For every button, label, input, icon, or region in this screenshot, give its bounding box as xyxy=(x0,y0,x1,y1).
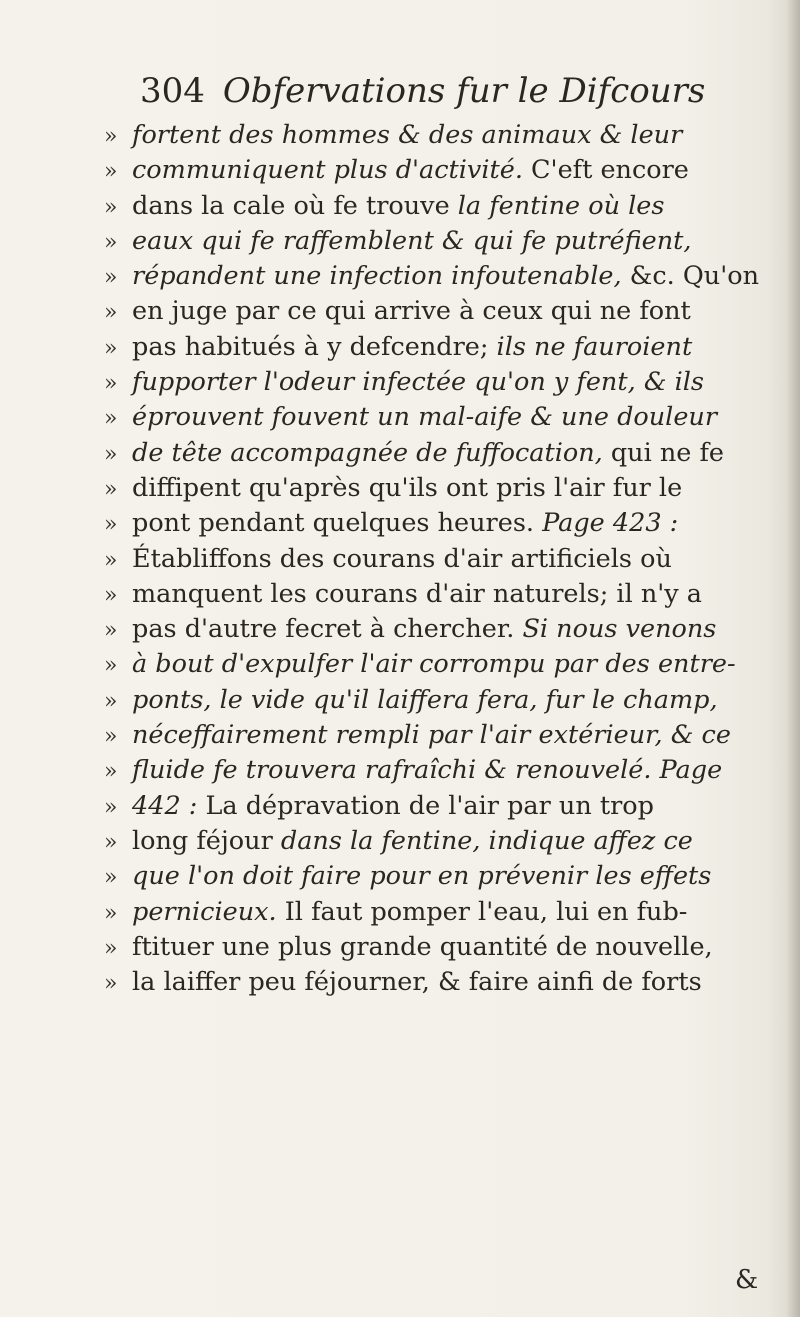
text-line xyxy=(104,895,784,930)
text-line xyxy=(104,612,784,647)
quotation-mark: » xyxy=(104,759,118,785)
italic-text: éprouvent fouvent un mal-aife & une douleur xyxy=(132,402,718,433)
quotation-mark: » xyxy=(104,618,118,644)
text-line xyxy=(104,718,784,753)
quotation-mark: » xyxy=(104,935,118,961)
italic-text: Page 423 : xyxy=(542,508,679,539)
quotation-mark: » xyxy=(104,829,118,855)
quotation-mark: » xyxy=(104,724,118,750)
roman-text: en juge par ce qui arrive à ceux qui ne font xyxy=(132,296,691,327)
quotation-mark: » xyxy=(104,512,118,538)
quotation-mark: » xyxy=(104,371,118,397)
text-line xyxy=(104,753,784,788)
catchword: & xyxy=(735,1265,759,1295)
quotation-mark: » xyxy=(104,900,118,926)
text-line xyxy=(104,330,784,365)
quotation-mark: » xyxy=(104,300,118,326)
roman-text: pas d'autre fecret à chercher. xyxy=(132,614,523,645)
text-line xyxy=(104,189,784,224)
text-line xyxy=(104,436,784,471)
quotation-mark: » xyxy=(104,865,118,891)
quotation-mark: » xyxy=(104,971,118,997)
italic-text: que l'on doit faire pour en prévenir les effets xyxy=(132,861,712,892)
italic-text: la fentine où les xyxy=(457,190,665,221)
text-line xyxy=(104,224,784,259)
text-line xyxy=(104,930,784,965)
quotation-mark: » xyxy=(104,406,118,432)
text-line xyxy=(104,259,784,294)
roman-text: manquent les courans d'air naturels; il n'y a xyxy=(132,578,702,609)
italic-text: Si nous venons xyxy=(522,614,717,645)
quotation-mark: » xyxy=(104,124,118,149)
italic-text: ils ne fauroient xyxy=(496,331,693,362)
page-edge-shadow xyxy=(786,0,800,1317)
running-header xyxy=(140,66,760,116)
text-line xyxy=(104,506,784,541)
italic-text: pernicieux. xyxy=(132,896,277,927)
quotation-mark: » xyxy=(104,159,118,185)
quotation-mark: » xyxy=(104,194,118,220)
roman-text: La dépravation de l'air par un trop xyxy=(197,790,654,821)
text-line xyxy=(104,577,784,612)
italic-text: fupporter l'odeur infectée qu'on y fent, & ils xyxy=(132,367,705,398)
roman-text: Établiffons des courans d'air artificiels où xyxy=(132,543,672,574)
roman-text: C'eft encore xyxy=(522,155,689,186)
italic-text: néceffairement rempli par l'air extérieur, & ce xyxy=(132,720,731,751)
text-line xyxy=(104,294,784,329)
roman-text: diffipent qu'après qu'ils ont pris l'air fur le xyxy=(132,472,683,503)
quotation-mark: » xyxy=(104,794,118,820)
quotation-mark: » xyxy=(104,688,118,714)
text-line xyxy=(104,647,784,682)
quotation-mark: » xyxy=(104,582,118,608)
quotation-mark: » xyxy=(104,476,118,502)
italic-text: 442 : xyxy=(132,790,198,821)
text-line xyxy=(104,542,784,577)
running-title: Obfervations fur le Difcours xyxy=(222,71,706,111)
roman-text: la laiffer peu féjourner, & faire ainfi de forts xyxy=(132,967,702,998)
italic-text: eaux qui fe raffemblent & qui fe putréfient, xyxy=(132,225,692,256)
text-line xyxy=(104,118,784,153)
quotation-mark: » xyxy=(104,547,118,573)
italic-text: de tête accompagnée de fuffocation, xyxy=(132,437,603,468)
roman-text: dans la cale où fe trouve xyxy=(132,190,458,221)
italic-text: répandent une infection infoutenable, xyxy=(132,261,622,292)
italic-text: à bout d'expulfer l'air corrompu par des entre- xyxy=(132,649,736,680)
text-line xyxy=(104,683,784,718)
italic-text: fortent des hommes & des animaux & leur xyxy=(132,120,683,150)
italic-text: ponts, le vide qu'il laiffera fera, fur le champ, xyxy=(132,684,718,715)
quotation-mark: » xyxy=(104,441,118,467)
roman-text: pont pendant quelques heures. xyxy=(132,508,543,539)
text-line xyxy=(104,365,784,400)
quotation-mark: » xyxy=(104,229,118,255)
text-line xyxy=(104,153,784,188)
quotation-mark: » xyxy=(104,653,118,679)
roman-text: ftituer une plus grande quantité de nouvelle, xyxy=(132,931,713,962)
text-line xyxy=(104,400,784,435)
italic-text: communiquent plus d'activité. xyxy=(132,155,523,186)
roman-text: &c. Qu'on xyxy=(621,261,759,292)
text-line xyxy=(104,789,784,824)
page-number: 304 xyxy=(140,71,205,111)
text-line xyxy=(104,965,784,1000)
quotation-mark: » xyxy=(104,265,118,291)
roman-text: pas habitués à y defcendre; xyxy=(132,331,497,362)
text-body xyxy=(104,118,784,1000)
text-line xyxy=(104,824,784,859)
roman-text: long féjour xyxy=(132,825,281,856)
text-line xyxy=(104,471,784,506)
italic-text: fluide fe trouvera rafraîchi & renouvelé. Page xyxy=(132,755,723,786)
quotation-mark: » xyxy=(104,335,118,361)
roman-text: qui ne fe xyxy=(602,437,724,468)
italic-text: dans la fentine, indique affez ce xyxy=(280,825,693,856)
text-line xyxy=(104,859,784,894)
roman-text: Il faut pomper l'eau, lui en fub- xyxy=(276,896,688,927)
